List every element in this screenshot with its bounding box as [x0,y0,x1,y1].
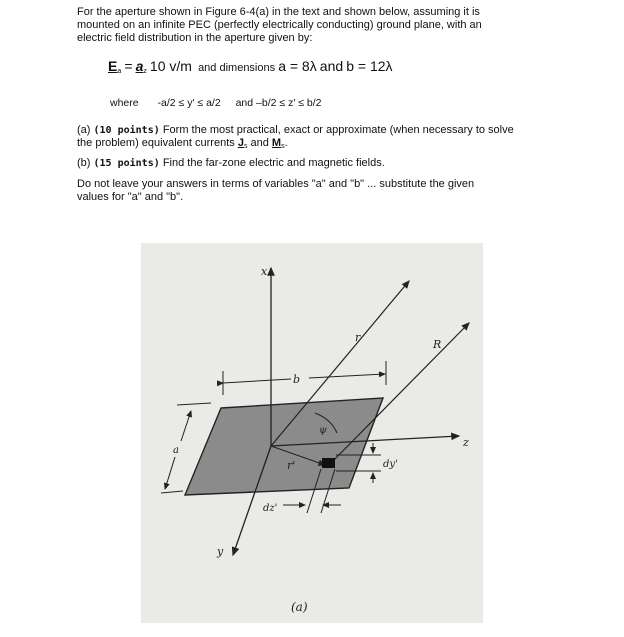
R-label: R [433,338,442,351]
part-b: (b) (15 points) Find the far-zone electric and magnetic fields. [77,157,385,169]
dz-label: dz' [263,503,278,514]
field-equation: $E_a = a_z$ 10 v/m and dimensions a = 8λ and b = 12λ [108,58,393,75]
part-a: (a) (10 points) Form the most practical, exact or approximate (when necessary to solve [77,124,514,136]
intro-line-1: For the aperture shown in Figure 6-4(a) in the text and shown below, assuming it is [77,6,480,18]
aperture-diagram [141,243,483,623]
figure-caption: (a) [291,600,308,614]
b-dimension-label: b [293,373,301,386]
intro-line-3: electric field distribution in the aperture given by: [77,32,313,44]
where-clause: where -a/2 ≤ y' ≤ a/2 and –b/2 ≤ z' ≤ b/2 [110,97,322,109]
intro-line-2: mounted on an infinite PEC (perfectly electrically conducting) ground plane, with an [77,19,482,31]
r-prime-label: r' [287,459,296,472]
psi-label: ψ [319,425,327,436]
dy-label: dy' [383,459,398,470]
note-line-1: Do not leave your answers in terms of variables "a" and "b" ... substitute the given [77,178,475,190]
r-label: r [355,331,361,344]
y-axis-label: y [217,545,224,558]
aperture-figure [141,243,483,623]
x-axis-label: x [261,265,268,278]
z-axis-label: z [463,436,469,449]
part-a-cont: the problem) equivalent currents $J_s$ and $M_s$. [77,137,288,150]
differential-element [322,458,335,468]
note-line-2: values for "a" and "b". [77,191,184,203]
b-dimension: b = 12λ [346,58,393,74]
a-dimension-label: a [173,445,179,456]
a-dimension: a = 8λ [278,58,317,74]
field-value: 10 v/m [149,58,192,74]
